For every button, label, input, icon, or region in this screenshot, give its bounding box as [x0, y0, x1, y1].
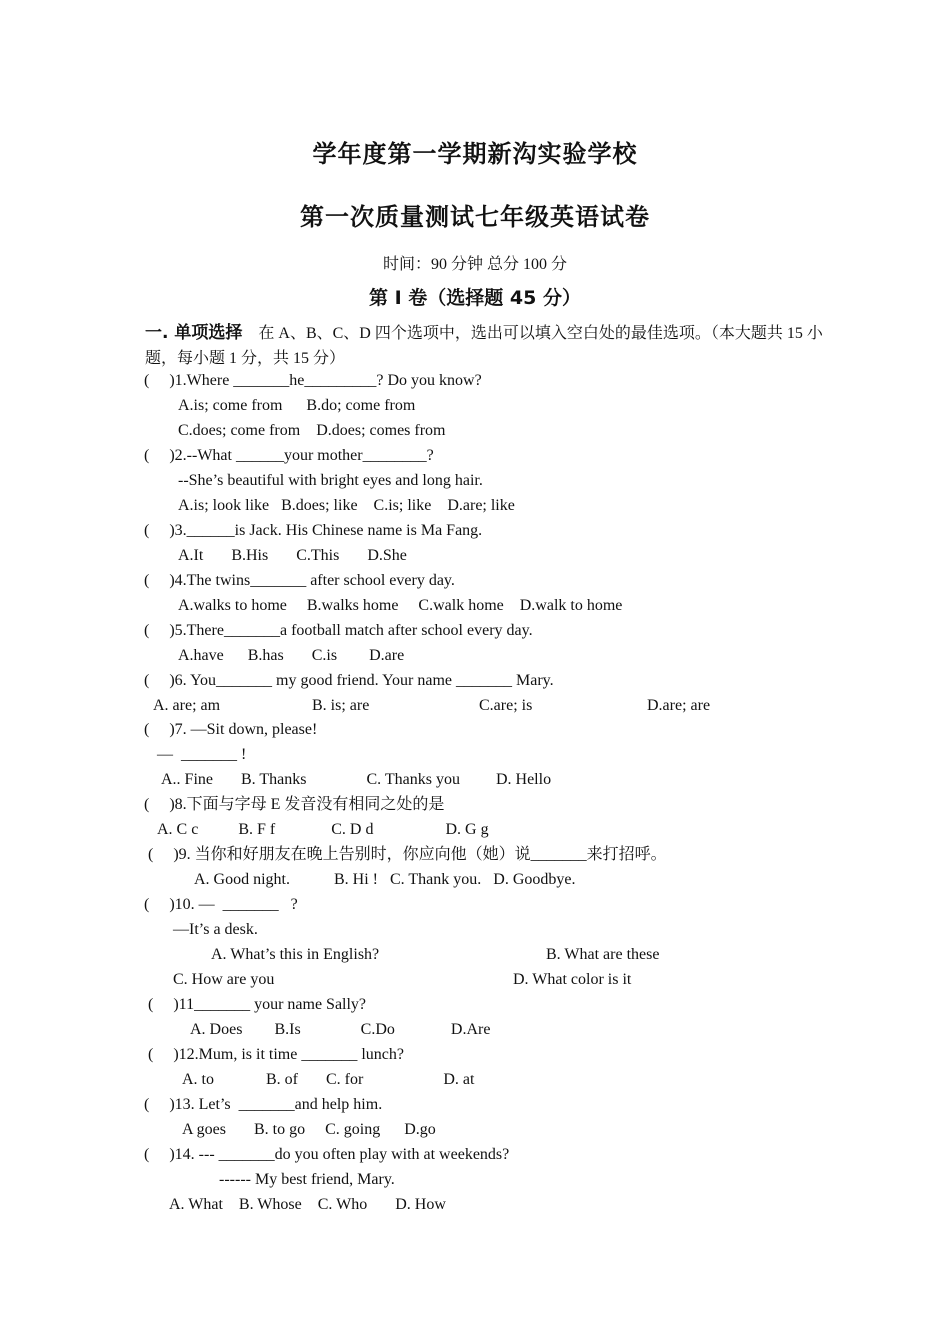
question-13-stem: ( )13. Let’s _______and help him.	[144, 1096, 383, 1113]
question-12-stem: ( )12.Mum, is it time _______ lunch?	[148, 1046, 404, 1063]
exam-time-score: 时间：90 分钟 总分 100 分	[382, 256, 567, 273]
question-7-response: — _______ !	[157, 746, 247, 763]
question-6-option-b: B. is; are	[312, 697, 370, 714]
part-title: 第 I 卷（选择题 45 分）	[369, 287, 581, 309]
section-instruction-text: 在 A、B、C、D 四个选项中，选出可以填入空白处的最佳选项。（本大题共 15 小题，每小题 1 分，共 15 分）	[145, 325, 823, 367]
question-8-options: A. C c B. F f C. D d D. G g	[157, 821, 489, 838]
question-3-options: A.It B.His C.This D.She	[178, 547, 407, 564]
exam-title: 第一次质量测试七年级英语试卷	[300, 203, 650, 231]
question-9-stem: ( )9. 当你和好朋友在晚上告别时，你应向他（她）说_______来打招呼。	[148, 846, 667, 863]
question-14-response: ------ My best friend, Mary.	[219, 1171, 395, 1188]
question-5-options: A.have B.has C.is D.are	[178, 647, 405, 664]
question-10-option-d: D. What color is it	[513, 971, 632, 988]
question-10-stem: ( )10. — _______ ?	[144, 896, 298, 913]
question-6-option-c: C.are; is	[479, 697, 533, 714]
section-instruction	[145, 321, 825, 371]
question-13-options: A goes B. to go C. going D.go	[182, 1121, 436, 1138]
question-11-options: A. Does B.Is C.Do D.Are	[190, 1021, 491, 1038]
question-9-options: A. Good night. B. Hi ! C. Thank you. D. Goodbye.	[194, 871, 576, 888]
question-10-option-a: A. What’s this in English?	[211, 946, 380, 963]
question-5-stem: ( )5.There_______a football match after school every day.	[144, 622, 533, 639]
question-10-option-c: C. How are you	[173, 971, 275, 988]
question-12-options: A. to B. of C. for D. at	[182, 1071, 475, 1088]
question-8-stem: ( )8.下面与字母 E 发音没有相同之处的是	[144, 796, 445, 813]
school-title: 学年度第一学期新沟实验学校	[312, 140, 638, 168]
question-10-response: —It’s a desk.	[173, 921, 258, 938]
question-1-options-ab: A.is; come from B.do; come from	[178, 397, 416, 414]
question-11-stem: ( )11_______ your name Sally?	[148, 996, 367, 1013]
question-7-options: A.. Fine B. Thanks C. Thanks you D. Hello	[161, 771, 552, 788]
question-2-stem: ( )2.--What ______your mother________?	[144, 447, 434, 464]
question-6-option-d: D.are; are	[647, 697, 711, 714]
question-4-options: A.walks to home B.walks home C.walk home D.walk to home	[178, 597, 623, 614]
question-3-stem: ( )3.______is Jack. His Chinese name is Ma Fang.	[144, 522, 483, 539]
question-2-options: A.is; look like B.does; like C.is; like D.are; like	[178, 497, 515, 514]
question-10-option-b: B. What are these	[546, 946, 660, 963]
question-7-stem: ( )7. —Sit down, please!	[144, 721, 318, 738]
question-14-stem: ( )14. --- _______do you often play with at weekends?	[144, 1146, 510, 1163]
question-6-stem: ( )6. You_______ my good friend. Your name _______ Mary.	[144, 672, 554, 689]
question-4-stem: ( )4.The twins_______ after school every day.	[144, 572, 455, 589]
question-1-stem: ( )1.Where _______he_________? Do you know?	[144, 372, 482, 389]
section-heading: 一. 单项选择	[145, 323, 243, 343]
question-14-options: A. What B. Whose C. Who D. How	[169, 1196, 446, 1213]
question-2-response: --She’s beautiful with bright eyes and long hair.	[178, 472, 483, 489]
question-6-option-a: A. are; am	[153, 697, 221, 714]
question-1-options-cd: C.does; come from D.does; comes from	[178, 422, 446, 439]
